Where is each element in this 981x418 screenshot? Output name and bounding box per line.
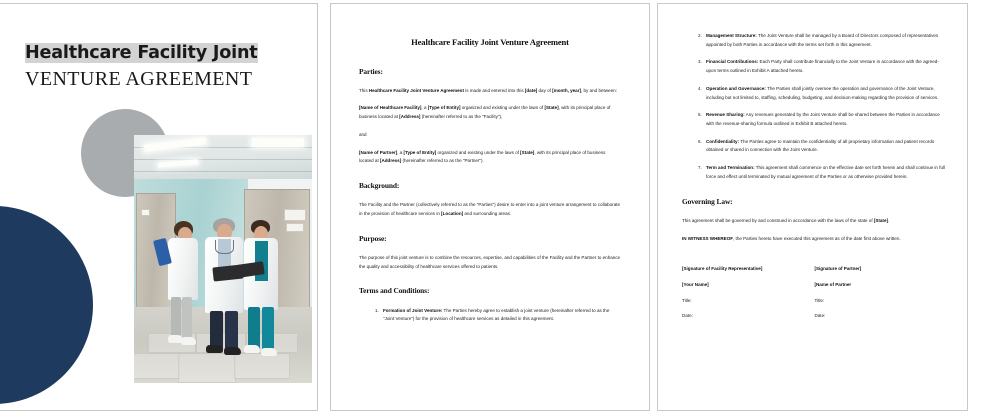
list-item: 7. Term and Termination: This agreement shall commence on the effective date set forth herein and shall continue in full force and effect until terminated by mutual agreement of the Parties or as otherwise provided herein. bbox=[703, 164, 947, 181]
photo-person-leg bbox=[262, 307, 274, 351]
section-parties bbox=[359, 65, 621, 167]
paragraph: This agreement shall be governed by and construed in accordance with the laws of the state of [State]. bbox=[682, 217, 890, 223]
paragraph: and bbox=[359, 131, 367, 137]
cover-page-content bbox=[0, 4, 317, 410]
photo-floor-tile bbox=[134, 353, 180, 379]
photo-floor-tile bbox=[178, 353, 236, 383]
cover-page[interactable] bbox=[0, 3, 318, 411]
navy-circle-decoration bbox=[0, 206, 93, 404]
name-line-facility[interactable] bbox=[682, 281, 815, 290]
photo-person-shoe bbox=[206, 345, 223, 353]
photo-person-leg bbox=[182, 297, 192, 339]
agreement-page-2[interactable] bbox=[330, 3, 650, 411]
section-terms-and-conditions bbox=[359, 284, 621, 324]
signature-line-partner[interactable] bbox=[815, 265, 948, 274]
name-line-partner[interactable] bbox=[815, 281, 948, 290]
list-item: 3. Financial Contributions: Each Party shall contribute financially to the Joint Venture in accordance with the agreed-upon terms outlined in Exhibit A attached hereto. bbox=[703, 58, 947, 75]
name-placeholder: [Your Name] bbox=[682, 282, 709, 287]
date-line-facility[interactable]: Date: bbox=[682, 313, 693, 319]
photo-person-labcoat bbox=[168, 238, 198, 300]
list-item: 5. Revenue Sharing: Any revenues generated by the Joint Venture shall be shared between the Parties in accordance with the revenue-sharing formula outlined in Exhibit B attached hereto. bbox=[703, 111, 947, 128]
page-3-body bbox=[658, 4, 967, 338]
photo-floor-tile bbox=[234, 353, 290, 379]
section-heading: Parties: bbox=[359, 66, 383, 76]
page-2-body bbox=[331, 4, 649, 343]
date-line-partner[interactable]: Date: bbox=[814, 313, 826, 319]
paragraph: [Name of Partner], a [Type of Entity] organized and existing under the laws of [State], with its principal place of business located at [Address] (hereinafter referred to as the "Partner"). bbox=[359, 149, 606, 164]
terms-list-continued bbox=[682, 32, 947, 182]
photo-person-shoe bbox=[181, 337, 196, 345]
paragraph: The Facility and the Partner (collectively referred to as the "Parties") desire to enter into a joint venture arrangement to collaborate in the provision of healthcare services in [Location] and surrounding areas. bbox=[359, 202, 621, 216]
cover-title bbox=[25, 42, 295, 90]
signature-column-facility bbox=[682, 265, 815, 328]
document-title: Healthcare Facility Joint Venture Agreement bbox=[411, 37, 569, 47]
signature-block bbox=[682, 265, 947, 328]
name-placeholder: [Name of Partner bbox=[814, 282, 852, 287]
witness-paragraph: IN WITNESS WHEREOF, the Parties hereto have executed this agreement as of the date first above written. bbox=[682, 235, 901, 241]
section-heading: Terms and Conditions: bbox=[359, 286, 430, 296]
terms-list bbox=[359, 307, 621, 324]
signature-column-partner bbox=[815, 265, 948, 328]
photo-door-sign bbox=[141, 209, 150, 216]
list-item: 4. Operation and Governance: The Parties shall jointly oversee the operation and governance of the Joint Venture, including but not limited to, staffing, scheduling, budgeting, and decision-making regarding the provision of services. bbox=[703, 85, 947, 102]
section-background bbox=[359, 179, 621, 219]
list-item: 2. Management Structure: The Joint Venture shall be managed by a Board of Directors composed of representatives appointed by both Parties in accordance with the terms set forth in this agreement. bbox=[703, 32, 947, 49]
photo-person-shoe bbox=[224, 347, 241, 355]
photo-person-leg bbox=[171, 297, 181, 339]
photo-person-leg bbox=[225, 311, 238, 351]
paragraph: The purpose of this joint venture is to combine the resources, expertise, and capabilities of the Facility and the Partner to enhance the quality and accessibility of healthcare services offered to patients. bbox=[359, 254, 621, 269]
photo-wall-notice bbox=[286, 223, 304, 232]
stethoscope-icon bbox=[215, 240, 234, 254]
section-heading: Governing Law: bbox=[682, 196, 733, 206]
title-line-partner[interactable]: Title: bbox=[814, 297, 825, 303]
cover-title-main-line: Healthcare Facility Joint bbox=[25, 43, 258, 63]
agreement-page-3[interactable] bbox=[657, 3, 968, 411]
paragraph: [Name of Healthcare Facility], a [Type of Entity] organized and existing under the laws of [State], with its principal place of business located at [Address] (hereinafter referred to as the "Facility"), bbox=[359, 105, 611, 120]
photo-ceiling-line bbox=[134, 171, 312, 172]
photo-wall-notice bbox=[284, 209, 306, 221]
section-purpose bbox=[359, 232, 621, 272]
photo-ceiling-line bbox=[134, 159, 312, 160]
cover-title-sub-line: VENTURE AGREEMENT bbox=[25, 67, 253, 90]
section-governing-law bbox=[682, 195, 947, 226]
cover-photo-healthcare-team bbox=[134, 135, 312, 383]
signature-placeholder: [Signature of Facility Representative] bbox=[682, 266, 763, 272]
signature-placeholder: [Signature of Partner] bbox=[814, 266, 862, 272]
signature-line-facility[interactable] bbox=[682, 265, 815, 274]
section-heading: Background: bbox=[359, 181, 400, 191]
photo-person-shoe bbox=[261, 348, 277, 356]
section-heading: Purpose: bbox=[359, 233, 387, 243]
paragraph: This Healthcare Facility Joint Venture Agreement is made and entered into this [date] day of [month, year], by and between: bbox=[359, 87, 617, 93]
title-line-facility[interactable]: Title: bbox=[682, 297, 692, 303]
list-item: 6. Confidentiality: The Parties agree to maintain the confidentiality of all proprietary information and patient records obtained or shared in connection with the Joint Venture. bbox=[703, 138, 947, 155]
list-item: 1. Formation of Joint Venture: The Parties hereby agree to establish a joint venture (hereinafter referred to as the "Joint Venture") for the provision of healthcare services as detailed in this agreement. bbox=[380, 307, 621, 324]
photo-ceiling-light bbox=[252, 138, 304, 147]
photo-person-shoe bbox=[244, 345, 260, 353]
